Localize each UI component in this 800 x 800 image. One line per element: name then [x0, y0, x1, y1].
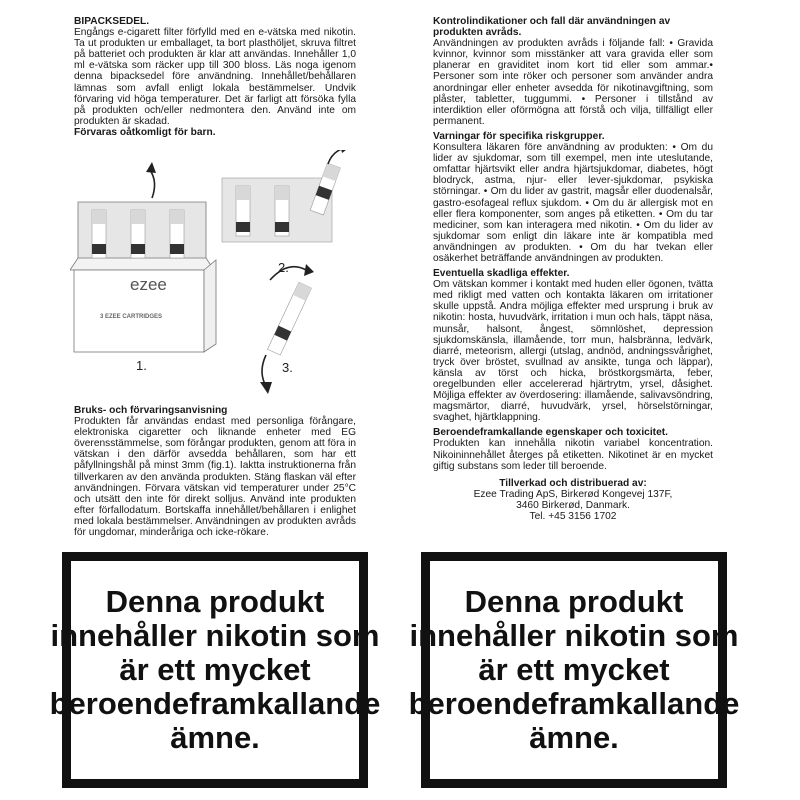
step-2-label: 2. — [278, 260, 289, 275]
leaflet-right-column — [433, 16, 713, 522]
side-effects-heading: Eventuella skadliga effekter. — [433, 268, 570, 280]
arrow-head-icon — [260, 382, 272, 394]
contraindications-text: Användningen av produkten avråds i följande fall: • Gravida kvinnor, kvinnor som misstänker att vara gravida eller som planerar en graviditet inom kort tid eller som ammar.• Personer som inte röker och personer som använder andra anordningar eller enheter avsedda för nikotinavgiftning, som plåster, tabletter, tuggummi. • Personer i tillstånd av interdiktion eller oförmögna att förstå och vilja, tillfälligt eller permanent. — [433, 38, 713, 127]
cartridge-tray-illustration — [222, 150, 350, 242]
addiction-text: Produkten kan innehålla nikotin variabel koncentration. Nikoininnehållet återges på etiketten. Nikotinet är en mycket giftig substans som leder till beroende. — [433, 438, 713, 472]
contraindications-heading: Kontrolindikationer och fall där användningen av produkten avråds. — [433, 16, 671, 39]
step-1-label: 1. — [136, 358, 147, 373]
usage-figure — [70, 150, 370, 400]
arrow-up-icon — [328, 150, 344, 164]
manufacturer-heading: Tillverkad och distribuerad av: — [499, 477, 647, 489]
step-3-label: 3. — [282, 360, 293, 375]
manufacturer-line-1: Ezee Trading ApS, Birkerød Kongevej 137F, — [473, 488, 673, 500]
arrow-down-icon — [262, 355, 266, 386]
risk-groups-section — [433, 131, 713, 264]
leaflet-title: BIPACKSEDEL. — [74, 16, 150, 27]
arrow-head-icon — [146, 162, 156, 173]
addiction-heading: Beroendeframkallande egenskaper och toxicitet. — [433, 427, 668, 439]
manufacturer-block — [433, 478, 713, 522]
nicotine-warning-box-right — [408, 552, 740, 788]
risk-groups-text: Konsultera läkaren före användning av produkten: • Om du lider av sjukdomar, som till exempel, men inte uteslutande, omfattar hjärtsvikt eller andra hjärtsjukdomar, diabetes, högt blodryck, astma, njur- eller lever-sjukdomar, psykiska störningar. • Om du lider av gastrit, magsår eller duodenalsår, gastro-esofageal reflux sjukdom. • Om du är allergisk mot en eller flera komponenter, som anges på etiketten. • Om du tar mediciner, som kan interagera med nikotin. • Om du lider av sjukdomar som enligt din läkare inte är kompatibla med användningen av produkten. • Om du har tvekan eller osäkerhet beträffande användningen av produkten. — [433, 142, 713, 264]
cartridge-box-illustration — [70, 162, 216, 352]
cartridge-icon — [170, 210, 184, 258]
contraindications-section — [433, 16, 713, 127]
leaflet-intro: Engångs e-cigarett filter förfylld med en e-vätska med nikotin. Ta ut produkten ur emballaget, ta bort plasthöljet, skruva filtret på batteriet och produkten är klar att användas. Innehåller 1,0 ml e-vätska som räcker upp till 300 bloss. Läs noga igenom denna bipacksedel före användning. Innehållet/behållaren lämnas som avfall enligt lokala bestämmelser. Undvik förvaring vid höga temperaturer. Det är farligt att försöka fylla på produkten och/eller nedmontera den. Använd inte om produkten är skadad. — [74, 27, 356, 127]
box-brand: ezee — [130, 275, 167, 294]
manufacturer-line-3: Tel. +45 3156 1702 — [529, 511, 617, 523]
usage-heading: Bruks- och förvaringsanvisning — [74, 405, 228, 416]
usage-text: Produkten får användas endast med personliga förångare, elektroniska cigaretter och liknande enheter med EG överensstämmelse, som förångar produkten, genom att föra in vätskan i den därför avsedda behållaren, som har ett påfyllningshål på minst 3mm (fig.1). Iaktta instruktionerna från tillverkaren av den använda produkten. Stäng flaskan väl efter användningen. Förvara vätskan vid temperaturer under 25°C och utsätt den inte för direkt solljus. Använd inte produkten efter förfallodatum. Bortskaffa innehållet/behållaren i enlighet med lokala bestämmelser. Användningen av produkten avråds för ungdomar, minderåriga och icke-rökare. — [74, 416, 356, 539]
nicotine-warning-text: Denna produkt innehåller nikotin som är ett mycket beroendeframkallande ämne. — [408, 584, 740, 755]
arrow-head-icon — [340, 150, 350, 153]
child-warning: Förvaras oåtkomligt för barn. — [74, 126, 216, 138]
nicotine-warning-box-left — [49, 552, 381, 788]
leaflet-left-column — [74, 16, 356, 138]
arrow-up-icon — [150, 170, 155, 198]
cartridge-icon — [131, 210, 145, 258]
risk-groups-heading: Varningar för specifika riskgrupper. — [433, 130, 605, 142]
cartridge-icon — [92, 210, 106, 258]
box-label: 3 EZEE CARTRIDGES — [100, 314, 163, 320]
side-effects-section — [433, 268, 713, 423]
side-effects-text: Om vätskan kommer i kontakt med huden eller ögonen, tvätta med rikligt med vatten och kontakta läkaren om irritationer skulle uppstå. Andra möjliga effekter med ursprung i bruk av nikotin: hosta, huvudvärk, irritation i mun och hals, täppt näsa, munsår, halsont, ångest, sömnlöshet, depression sjukdomskänsla, illamående, torr mun, halsbränna, ledvärk, diarré, meteorism, allergi (utslag, andnöd, andningssvårighet, tryck över bröstet, svullnad av ansikte, tunga och läppar), känsla av törst och hicka, bröstkorgsmärta, feber, oregelbunden eller accelererad hjärtrytm, yrsel, dåsighet. Möjliga effekter av överdosering: illamående, salivavsöndring, magsmärtor, diarré, huvudvärk, yrsel, hörselstörningar, svaghet, hjärtklappning. — [433, 279, 713, 424]
addiction-section — [433, 427, 713, 471]
usage-section — [74, 405, 356, 538]
arrow-head-icon — [304, 264, 314, 276]
nicotine-warning-text: Denna produkt innehåller nikotin som är ett mycket beroendeframkallande ämne. — [49, 584, 381, 755]
manufacturer-line-2: 3460 Birkerød, Danmark. — [516, 499, 630, 511]
